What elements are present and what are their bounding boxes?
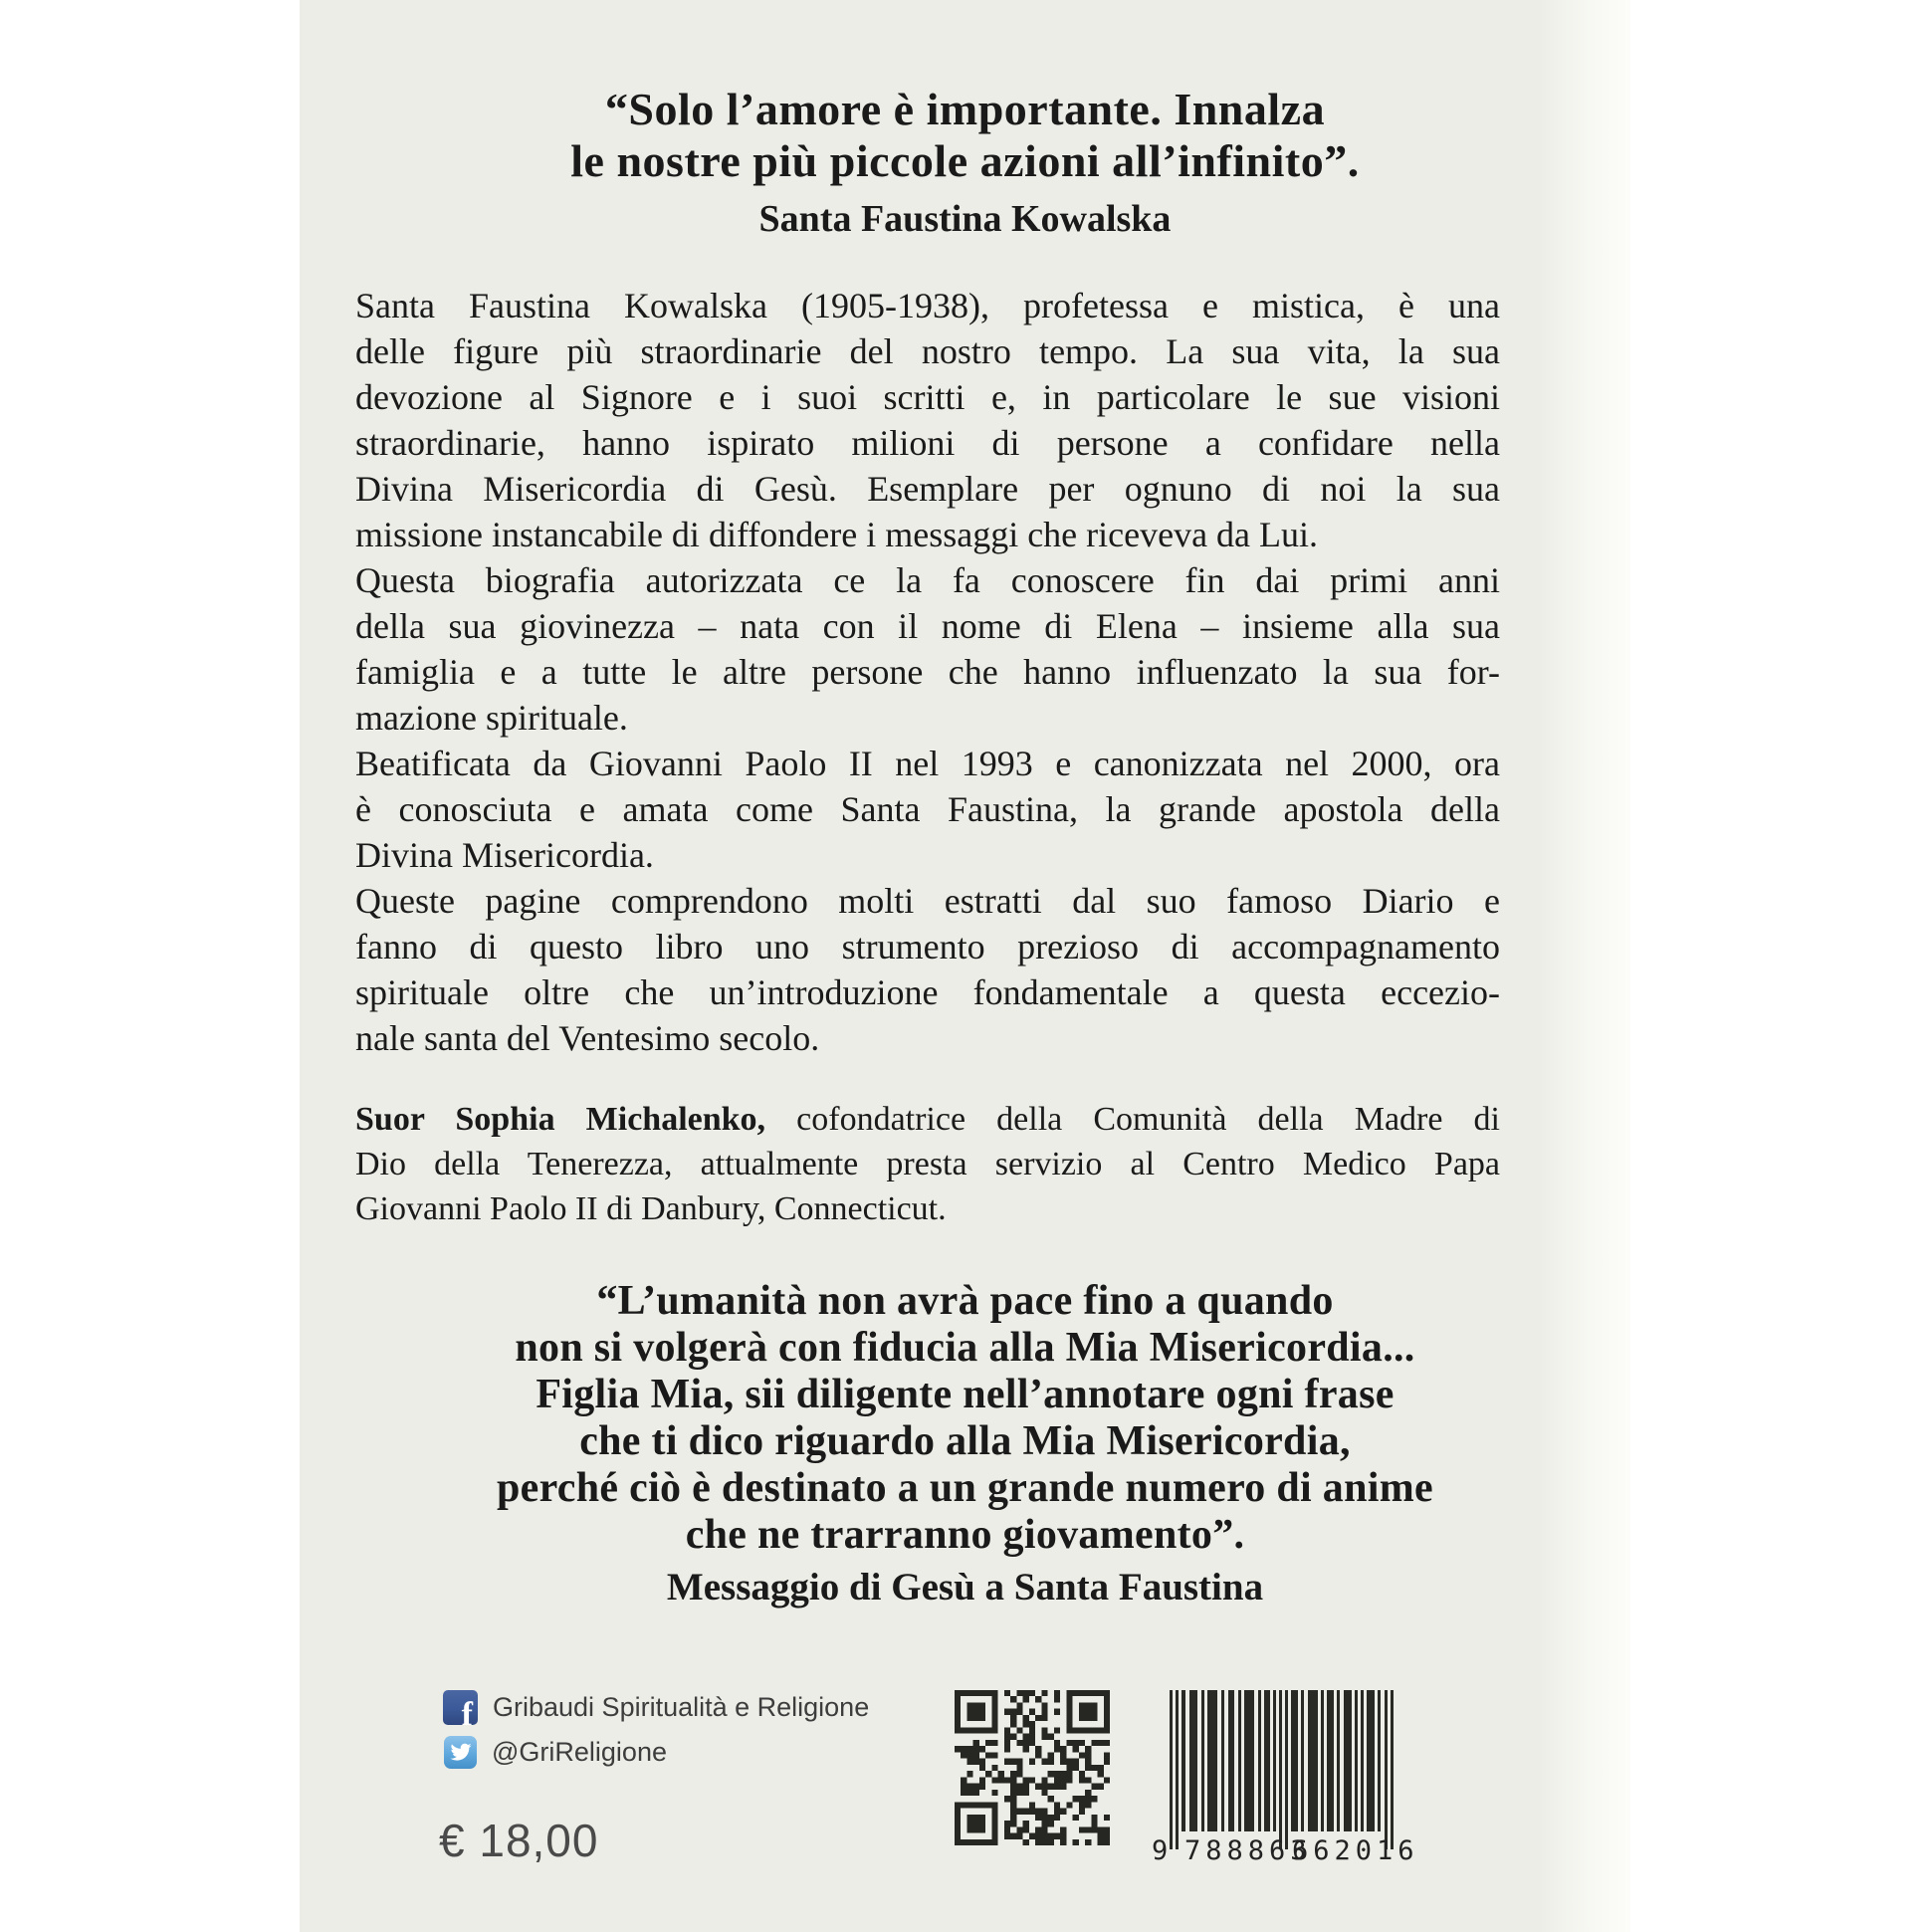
synopsis-text — [355, 283, 1500, 1061]
author-name: Suor Sophia Michalenko, — [355, 1101, 766, 1138]
twitter-row — [443, 1736, 869, 1769]
text-line: non si volgerà con fiducia alla Mia Misericordia... — [515, 1325, 1415, 1371]
text-line: missione instancabile di diffondere i messaggi che riceveva da Lui. — [355, 515, 1319, 554]
facebook-icon — [443, 1690, 478, 1725]
facebook-label: Gribaudi Spiritualità e Religione — [493, 1692, 870, 1722]
facebook-f-glyph: f — [461, 1696, 473, 1725]
author-bio — [355, 1097, 1500, 1231]
text-line: che ne trarranno giovamento”. — [685, 1512, 1245, 1558]
cover-quote-bottom — [300, 1278, 1630, 1559]
text-line: Santa Faustina Kowalska (1905-1938), profetessa e mistica, è una — [355, 286, 1500, 325]
text-line: che ti dico riguardo alla Mia Misericordia, — [579, 1418, 1351, 1464]
text-line: perché ciò è destinato a un grande numero di anime — [497, 1465, 1433, 1511]
barcode-digit-prefix: 9 — [1152, 1835, 1174, 1865]
text-line: Beatificata da Giovanni Paolo II nel 1993 e canonizzata nel 2000, ora — [355, 744, 1500, 783]
twitter-icon — [444, 1736, 477, 1769]
book-back-cover — [300, 0, 1630, 1932]
text-line: Divina Misericordia. — [355, 835, 654, 875]
barcode-graphic — [1152, 1690, 1414, 1865]
text-line: “Solo l’amore è importante. Innalza — [604, 84, 1326, 134]
quote-top-attribution: Santa Faustina Kowalska — [758, 198, 1172, 240]
text-line: devozione al Signore e i suoi scritti e, in particolare le sue visioni — [355, 377, 1500, 417]
cover-quote-top — [300, 84, 1630, 187]
text-line: mazione spirituale. — [355, 698, 628, 738]
quote-bottom-attribution: Messaggio di Gesù a Santa Faustina — [666, 1566, 1264, 1609]
twitter-bird-icon — [449, 1741, 472, 1764]
text-line: delle figure più straordinarie del nostro tempo. La sua vita, la sua — [355, 331, 1500, 371]
bio-line-rest: cofondatrice della Comunità della Madre di — [765, 1101, 1500, 1138]
text-line: spirituale oltre che un’introduzione fondamentale a questa eccezio- — [355, 972, 1500, 1012]
twitter-label: @GriReligione — [492, 1737, 667, 1767]
text-line: straordinarie, hanno ispirato milioni di persone a confidare nella — [355, 423, 1500, 463]
qr-code — [955, 1690, 1110, 1845]
text-line: della sua giovinezza – nata con il nome di Elena – insieme alla sua — [355, 606, 1500, 646]
bio-line — [355, 1097, 1500, 1142]
text-line: Dio della Tenerezza, attualmente presta servizio al Centro Medico Papa — [355, 1146, 1500, 1182]
isbn-barcode — [1152, 1690, 1414, 1865]
text-line: Queste pagine comprendono molti estratti dal suo famoso Diario e — [355, 881, 1500, 921]
price-label: € 18,00 — [439, 1815, 599, 1866]
publisher-social-block — [443, 1690, 869, 1769]
text-line: “L’umanità non avrà pace fino a quando — [596, 1278, 1334, 1324]
text-line: è conosciuta e amata come Santa Faustina, la grande apostola della — [355, 789, 1500, 829]
text-line: famiglia e a tutte le altre persone che hanno influenzato la sua for- — [355, 652, 1500, 692]
barcode-digits-group2: 662016 — [1292, 1835, 1414, 1865]
text-line: Figlia Mia, sii diligente nell’annotare ogni frase — [536, 1372, 1395, 1417]
facebook-row — [443, 1690, 869, 1725]
text-line: Giovanni Paolo II di Danbury, Connecticut. — [355, 1190, 947, 1227]
text-line: Questa biografia autorizzata ce la fa conoscere fin dai primi anni — [355, 560, 1500, 600]
text-line: nale santa del Ventesimo secolo. — [355, 1018, 820, 1058]
text-line: fanno di questo libro uno strumento prezioso di accompagnamento — [355, 927, 1500, 966]
bio-lines-rest — [355, 1142, 1500, 1231]
barcode-digits-group1: 788863 — [1184, 1835, 1312, 1865]
text-line: le nostre più piccole azioni all’infinito”. — [570, 135, 1360, 186]
qr-code-graphic — [955, 1690, 1110, 1845]
text-line: Divina Misericordia di Gesù. Esemplare per ognuno di noi la sua — [355, 469, 1500, 509]
